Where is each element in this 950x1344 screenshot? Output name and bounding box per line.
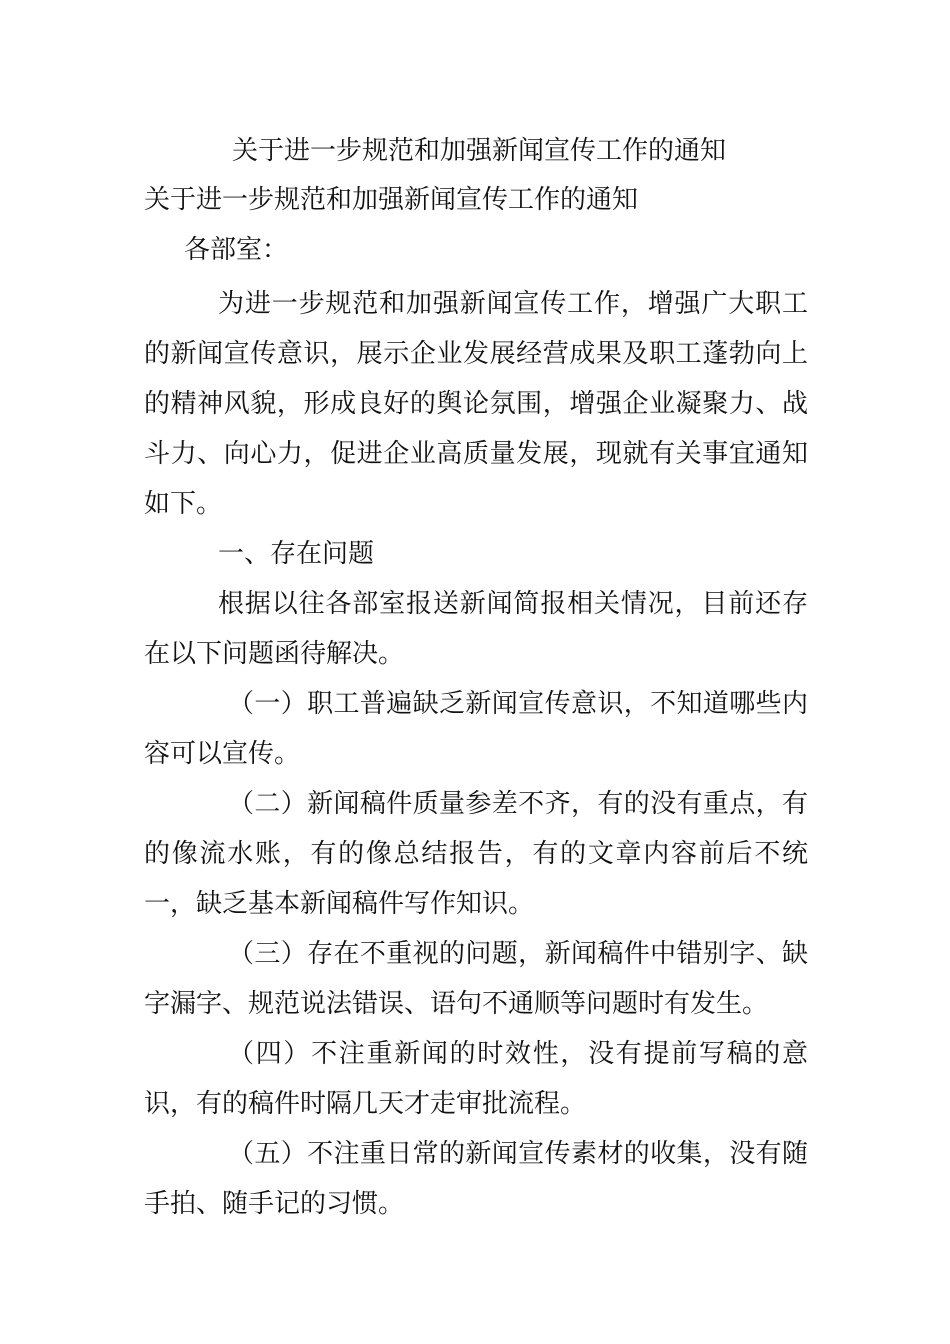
problem-item-2: （二）新闻稿件质量参差不齐，有的没有重点，有的像流水账，有的像总结报告，有的文章内容前后不统一，缺乏基本新闻稿件写作知识。: [144, 789, 808, 919]
problem-item-1: （一）职工普遍缺乏新闻宣传意识，不知道哪些内容可以宣传。: [144, 689, 808, 769]
problem-item-5: （五）不注重日常的新闻宣传素材的收集，没有随手拍、随手记的习惯。: [144, 1139, 808, 1219]
document-subtitle: 关于进一步规范和加强新闻宣传工作的通知: [144, 185, 639, 215]
problems-intro-paragraph: 根据以往各部室报送新闻简报相关情况，目前还存在以下问题函待解决。: [144, 589, 808, 669]
section-heading-problems: 一、存在问题: [218, 539, 375, 569]
problem-item-4: （四）不注重新闻的时效性，没有提前写稿的意识，有的稿件时隔几天才走审批流程。: [144, 1039, 808, 1119]
salutation: 各部室：: [184, 235, 289, 265]
problem-item-3: （三）存在不重视的问题，新闻稿件中错别字、缺字漏字、规范说法错误、语句不通顺等问题时有发生。: [144, 939, 808, 1019]
document-title: 关于进一步规范和加强新闻宣传工作的通知: [232, 136, 727, 166]
document-body: [144, 279, 808, 1229]
intro-paragraph: 为进一步规范和加强新闻宣传工作，增强广大职工的新闻宣传意识，展示企业发展经营成果及职工蓬勃向上的精神风貌，形成良好的舆论氛围，增强企业凝聚力、战斗力、向心力，促进企业高质量发展，现就有关事宜通知如下。: [144, 289, 808, 519]
